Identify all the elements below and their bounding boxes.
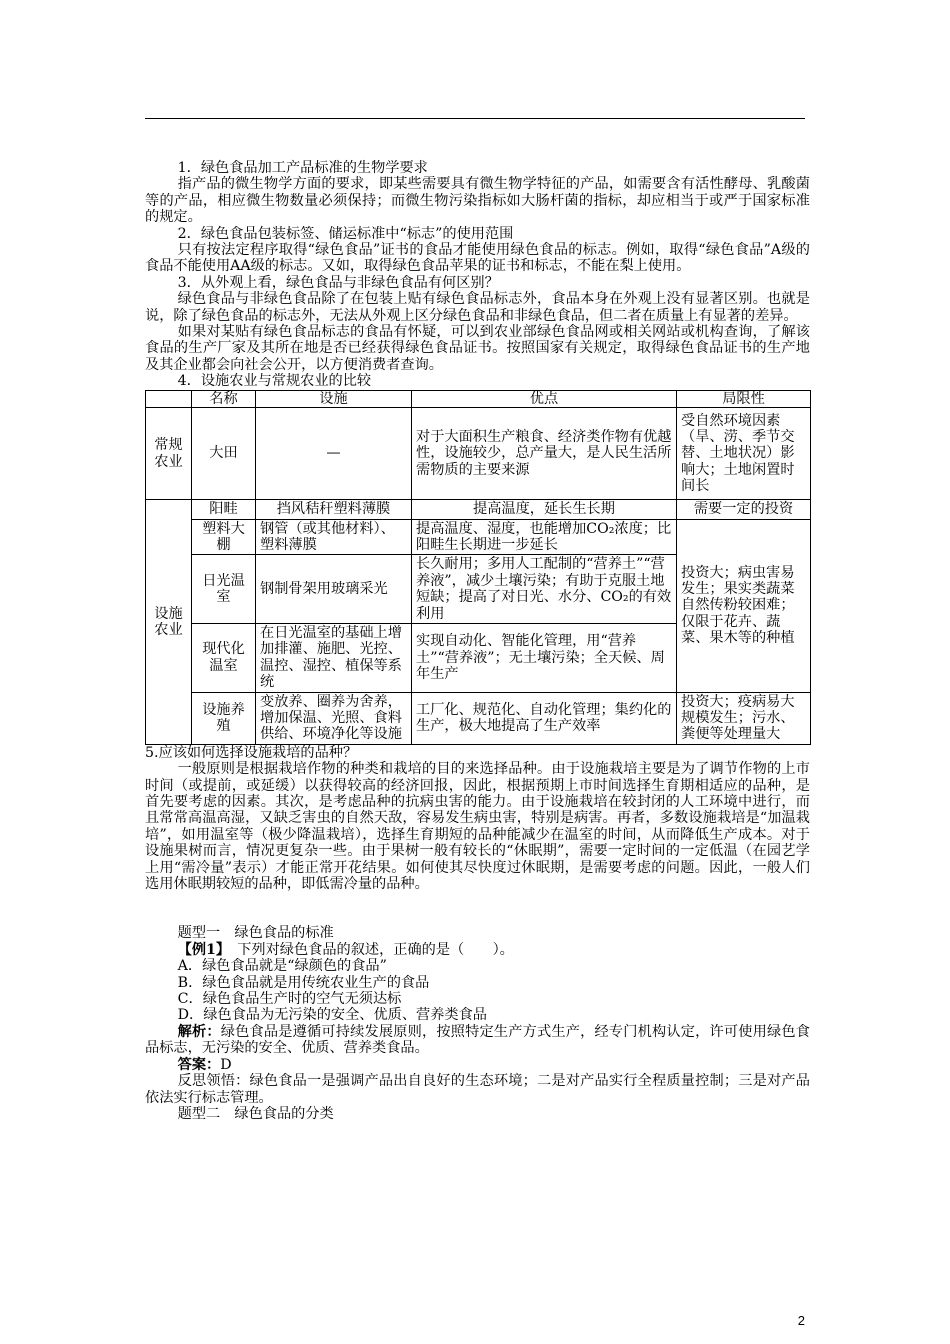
table-row: [146, 500, 811, 519]
row-limitation: 投资大；疫病易大规模发生；污水、粪便等处理量大: [677, 692, 811, 744]
row-facility: 钢管（或其他材料）、塑料薄膜: [256, 519, 412, 555]
row-facility: 在日光温室的基础上增加排灌、施肥、光控、温控、湿控、植保等系统: [256, 623, 412, 692]
example-stem: 下列对绿色食品的叙述，正确的是（ ）。: [237, 941, 514, 958]
example-label: 【例1】: [177, 941, 223, 958]
table-row: [146, 408, 811, 500]
table-row: [146, 519, 811, 555]
page-number: 2: [797, 1313, 805, 1328]
section-3-title: 3．从外观上看，绿色食品与非绿色食品有何区别？: [177, 274, 499, 291]
section-4-title: 4．设施农业与常规农业的比较: [177, 373, 372, 390]
row-limitation-merged: 投资大；病虫害易发生；果实类蔬菜自然传粉较困难；仅限于花卉、蔬菜、果木等的种植: [677, 519, 811, 692]
question-type-1-title: 题型一 绿色食品的标准: [177, 925, 334, 942]
row-advantage: 实现自动化、智能化管理，用“营养土”“营养液”；无土壤污染；全天候、周年生产: [412, 623, 677, 692]
question-type-2-title: 题型二 绿色食品的分类: [177, 1105, 334, 1122]
analysis-text: 绿色食品是遵循可持续发展原则，按照特定生产方式生产，经专门机构认定，许可使用绿色食品标志，无污染的安全、优质、营养类食品。: [145, 1023, 810, 1057]
answer-label: 答案：: [177, 1056, 221, 1073]
section-2-body: 只有按法定程序取得“绿色食品”证书的食品才能使用绿色食品的标志。例如，取得“绿色食品”A级的食品不能使用AA级的标志。又如，取得绿色食品苹果的证书和标志，不能在梨上使用。: [145, 242, 810, 275]
analysis: [145, 1024, 810, 1057]
row-advantage: 提高温度，延长生长期: [412, 500, 677, 519]
header-rule: [145, 118, 805, 119]
table-header: 优点: [412, 390, 677, 407]
row-advantage: 对于大面积生产粮食、经济类作物有优越性，设施较少，总产量大，是人民生活所需物质的主要来源: [412, 408, 677, 500]
table-header-blank: [146, 390, 192, 407]
row-facility: 挡风秸秆塑料薄膜: [256, 500, 412, 519]
section-1-title: 1．绿色食品加工产品标准的生物学要求: [177, 160, 428, 176]
table-header: 设施: [256, 390, 412, 407]
section-5-body: 一般原则是根据栽培作物的种类和栽培的目的来选择品种。由于设施栽培主要是为了调节作物的上市时间（或提前，或延缓）以获得较高的经济回报，因此，根据预期上市时间选择生育期相适应的品种，是首先要考虑的因素。其次，是考虑品种的抗病虫害的能力。由于设施栽培在较封闭的人工环境中进行，而且常常高温高湿，又缺乏害虫的自然天敌，容易发生病虫害，特别是病害。再者，多数设施栽培是“加温栽培”，如用温室等（极少降温栽培），选择生育期短的品种能减少在温室的时间，从而降低生产成本。对于设施果树而言，情况更复杂一些。由于果树一般有较长的“休眠期”，需要一定时间的一定低温（在园艺学上用“需冷量”表示）才能正常开花结果。如何使其尽快度过休眠期，是需要考虑的问题。因此，一般人们选用休眠期较短的品种，即低需冷量的品种。: [145, 761, 810, 893]
row-name: 阳畦: [192, 500, 256, 519]
group-label-conventional: 常规农业: [146, 408, 192, 500]
row-name: 现代化温室: [192, 623, 256, 692]
table-header: 局限性: [677, 390, 811, 407]
row-name: 设施养殖: [192, 692, 256, 744]
option-d: D．绿色食品为无污染的安全、优质、营养类食品: [177, 1007, 487, 1024]
row-facility: 钢制骨架用玻璃采光: [256, 555, 412, 624]
row-advantage: 提高温度、湿度，也能增加CO₂浓度；比阳畦生长期进一步延长: [412, 519, 677, 555]
section-5-title: 5.应该如何选择设施栽培的品种？: [145, 744, 358, 761]
answer: [145, 1057, 810, 1073]
section-2-title: 2．绿色食品包装标签、储运标准中“标志”的使用范围: [177, 225, 514, 242]
comparison-table: [145, 390, 811, 745]
row-advantage: 工厂化、规范化、自动化管理；集约化的生产，极大地提高了生产效率: [412, 692, 677, 744]
group-label-facility: 设施农业: [146, 500, 192, 745]
row-facility: —: [256, 408, 412, 500]
document-body: [145, 160, 810, 1122]
section-3-body-1: 绿色食品与非绿色食品除了在包装上贴有绿色食品标志外，食品本身在外观上没有显著区别。也就是说，除了绿色食品的标志外，无法从外观上区分绿色食品和非绿色食品，但二者在质量上有显著的差异。: [145, 291, 810, 324]
example-1: [145, 942, 810, 958]
analysis-label: 解析：: [177, 1023, 221, 1040]
section-1-body: 指产品的微生物学方面的要求，即某些需要具有微生物学特征的产品，如需要含有活性酵母、乳酸菌等的产品，相应微生物数量必须保持；而微生物污染指标如大肠杆菌的指标，却应相当于或严于国家标准的规定。: [145, 176, 810, 226]
table-header-row: [146, 390, 811, 407]
row-facility: 变放养、圈养为舍养，增加保温、光照、食料供给、环境净化等设施: [256, 692, 412, 744]
table-header: 名称: [192, 390, 256, 407]
section-3-body-2: 如果对某贴有绿色食品标志的食品有怀疑，可以到农业部绿色食品网或相关网站或机构查询，了解该食品的生产厂家及其所在地是否已经获得绿色食品证书。按照国家有关规定，取得绿色食品证书的生产地及其企业都会向社会公开，以方便消费者查询。: [145, 324, 810, 373]
row-limitation: 需要一定的投资: [677, 500, 811, 519]
reflection: 反思领悟：绿色食品一是强调产品出自良好的生态环境；二是对产品实行全程质量控制；三是对产品依法实行标志管理。: [145, 1073, 810, 1106]
table-row: [146, 692, 811, 744]
row-name: 塑料大棚: [192, 519, 256, 555]
row-name: 日光温室: [192, 555, 256, 624]
option-a: A．绿色食品就是“绿颜色的食品”: [177, 958, 387, 975]
answer-value: D: [220, 1056, 232, 1073]
option-b: B．绿色食品就是用传统农业生产的食品: [177, 974, 430, 991]
row-name: 大田: [192, 408, 256, 500]
option-c: C．绿色食品生产时的空气无须达标: [177, 991, 402, 1008]
row-limitation: 受自然环境因素（旱、涝、季节交替、土地状况）影响大；土地闲置时间长: [677, 408, 811, 500]
row-advantage: 长久耐用；多用人工配制的“营养土”“营养液”，减少土壤污染；有助于克服土地短缺；提高了对日光、水分、CO₂的有效利用: [412, 555, 677, 624]
